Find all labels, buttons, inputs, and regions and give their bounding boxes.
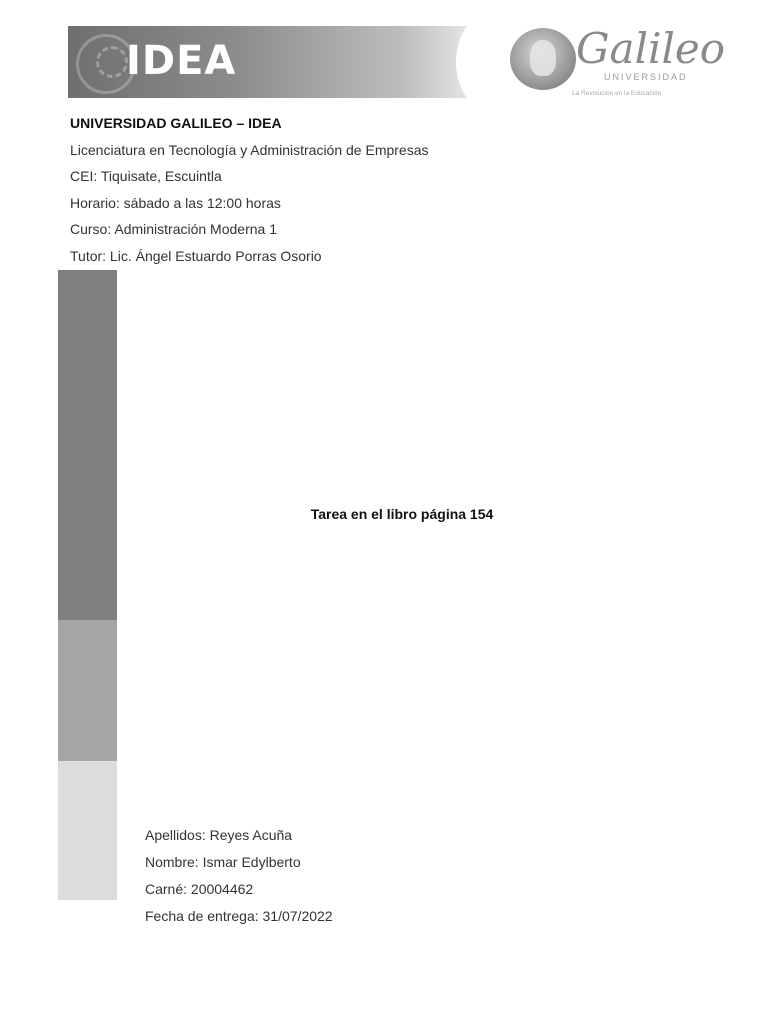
schedule-line: Horario: sábado a las 12:00 horas: [70, 194, 281, 211]
university-heading: UNIVERSIDAD GALILEO – IDEA: [70, 115, 282, 131]
name-line: Nombre: Ismar Edylberto: [145, 854, 301, 870]
side-bar-light: [58, 761, 117, 900]
course-info: [70, 110, 429, 269]
seal-face: [530, 40, 556, 76]
degree-line: Licenciatura en Tecnología y Administración de Empresas: [70, 141, 429, 158]
side-bar-mid: [58, 620, 117, 761]
side-bar-dark: [58, 270, 117, 620]
assignment-title: Tarea en el libro página 154: [310, 506, 494, 522]
center-line: CEI: Tiquisate, Escuintla: [70, 168, 222, 184]
logo-subtitle: UNIVERSIDAD: [604, 72, 688, 82]
small-gear-icon: [96, 46, 128, 78]
tutor-line: Tutor: Lic. Ángel Estuardo Porras Osorio: [70, 247, 322, 264]
galileo-logo: [506, 24, 726, 102]
banner-title: IDEA: [126, 38, 237, 84]
banner-curve: [456, 26, 486, 98]
student-id-line: Carné: 20004462: [145, 881, 254, 897]
logo-tagline: La Revolución en la Educación: [572, 90, 662, 97]
delivery-date-line: Fecha de entrega: 31/07/2022: [145, 908, 333, 924]
logo-script: Galileo: [576, 24, 726, 73]
idea-banner: [68, 26, 486, 98]
surnames-line: Apellidos: Reyes Acuña: [145, 827, 293, 843]
course-line: Curso: Administración Moderna 1: [70, 221, 277, 237]
student-info: [145, 822, 333, 930]
galileo-seal-icon: [510, 28, 576, 90]
